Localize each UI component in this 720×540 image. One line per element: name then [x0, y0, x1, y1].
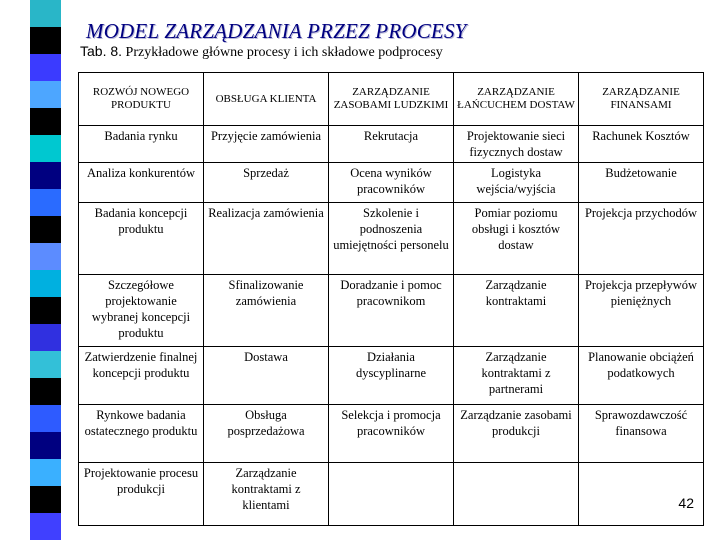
strip-block — [30, 297, 61, 324]
table-cell: Rynkowe badania ostatecznego produktu — [79, 405, 204, 463]
header-cell: ROZWÓJ NOWEGO PRODUKTU — [79, 73, 204, 126]
table-cell: Projekcja przepływów pieniężnych — [579, 275, 704, 347]
strip-block — [30, 216, 61, 243]
strip-block — [30, 378, 61, 405]
strip-block — [30, 0, 61, 27]
table-row — [79, 275, 704, 347]
strip-block — [30, 27, 61, 54]
table-cell: Zarządzanie kontraktami z partnerami — [454, 347, 579, 405]
table-cell: Badania rynku — [79, 126, 204, 163]
table-cell: Projektowanie procesu produkcji — [79, 463, 204, 526]
slide-title: MODEL ZARZĄDZANIA PRZEZ PROCESY — [86, 19, 467, 44]
caption-text: Przykładowe główne procesy i ich składowe podprocesy — [125, 45, 443, 60]
strip-block — [30, 351, 61, 378]
table-row — [79, 463, 704, 526]
table-cell: Ocena wyników pracowników — [329, 163, 454, 203]
strip-block — [30, 486, 61, 513]
table-cell: Pomiar poziomu obsługi i kosztów dostaw — [454, 203, 579, 275]
table-cell — [454, 463, 579, 526]
table-cell: Rekrutacja — [329, 126, 454, 163]
table-cell — [579, 463, 704, 526]
table-row — [79, 163, 704, 203]
table-cell: Sprzedaż — [204, 163, 329, 203]
table-cell: Obsługa posprzedażowa — [204, 405, 329, 463]
table-row — [79, 405, 704, 463]
table-cell: Zatwierdzenie finalnej koncepcji produktu — [79, 347, 204, 405]
table-cell: Przyjęcie zamówienia — [204, 126, 329, 163]
strip-block — [30, 54, 61, 81]
table-cell: Doradzanie i pomoc pracownikom — [329, 275, 454, 347]
page-number: 42 — [678, 495, 694, 511]
strip-block — [30, 513, 61, 540]
table-cell: Projekcja przychodów — [579, 203, 704, 275]
header-cell: ZARZĄDZANIE FINANSAMI — [579, 73, 704, 126]
table-row — [79, 126, 704, 163]
header-cell: OBSŁUGA KLIENTA — [204, 73, 329, 126]
table-cell — [329, 463, 454, 526]
process-table — [78, 72, 704, 526]
table-cell: Szczegółowe projektowanie wybranej koncepcji produktu — [79, 275, 204, 347]
strip-block — [30, 243, 61, 270]
strip-block — [30, 81, 61, 108]
table-cell: Sprawozdawczość finansowa — [579, 405, 704, 463]
strip-block — [30, 432, 61, 459]
table-cell: Dostawa — [204, 347, 329, 405]
table-cell: Analiza konkurentów — [79, 163, 204, 203]
table-cell: Budżetowanie — [579, 163, 704, 203]
header-cell: ZARZĄDZANIE ŁAŃCUCHEM DOSTAW — [454, 73, 579, 126]
strip-block — [30, 135, 61, 162]
table-row — [79, 347, 704, 405]
table-header-row — [79, 73, 704, 126]
strip-block — [30, 108, 61, 135]
table-cell: Realizacja zamówienia — [204, 203, 329, 275]
table-cell: Zarządzanie kontraktami z klientami — [204, 463, 329, 526]
table-cell: Sfinalizowanie zamówienia — [204, 275, 329, 347]
table-cell: Zarządzanie kontraktami — [454, 275, 579, 347]
table-cell: Rachunek Kosztów — [579, 126, 704, 163]
table-caption — [80, 43, 443, 61]
strip-block — [30, 162, 61, 189]
table-cell: Logistyka wejścia/wyjścia — [454, 163, 579, 203]
caption-label: Tab. 8. — [80, 43, 123, 59]
table-cell: Zarządzanie zasobami produkcji — [454, 405, 579, 463]
table-cell: Planowanie obciążeń podatkowych — [579, 347, 704, 405]
header-cell: ZARZĄDZANIE ZASOBAMI LUDZKIMI — [329, 73, 454, 126]
strip-block — [30, 459, 61, 486]
table-cell: Szkolenie i podnoszenia umiejętności personelu — [329, 203, 454, 275]
table-cell: Projektowanie sieci fizycznych dostaw — [454, 126, 579, 163]
decorative-color-strip — [30, 0, 61, 540]
strip-block — [30, 189, 61, 216]
table-cell: Działania dyscyplinarne — [329, 347, 454, 405]
strip-block — [30, 270, 61, 297]
table-cell: Badania koncepcji produktu — [79, 203, 204, 275]
table-row — [79, 203, 704, 275]
strip-block — [30, 324, 61, 351]
table-cell: Selekcja i promocja pracowników — [329, 405, 454, 463]
strip-block — [30, 405, 61, 432]
